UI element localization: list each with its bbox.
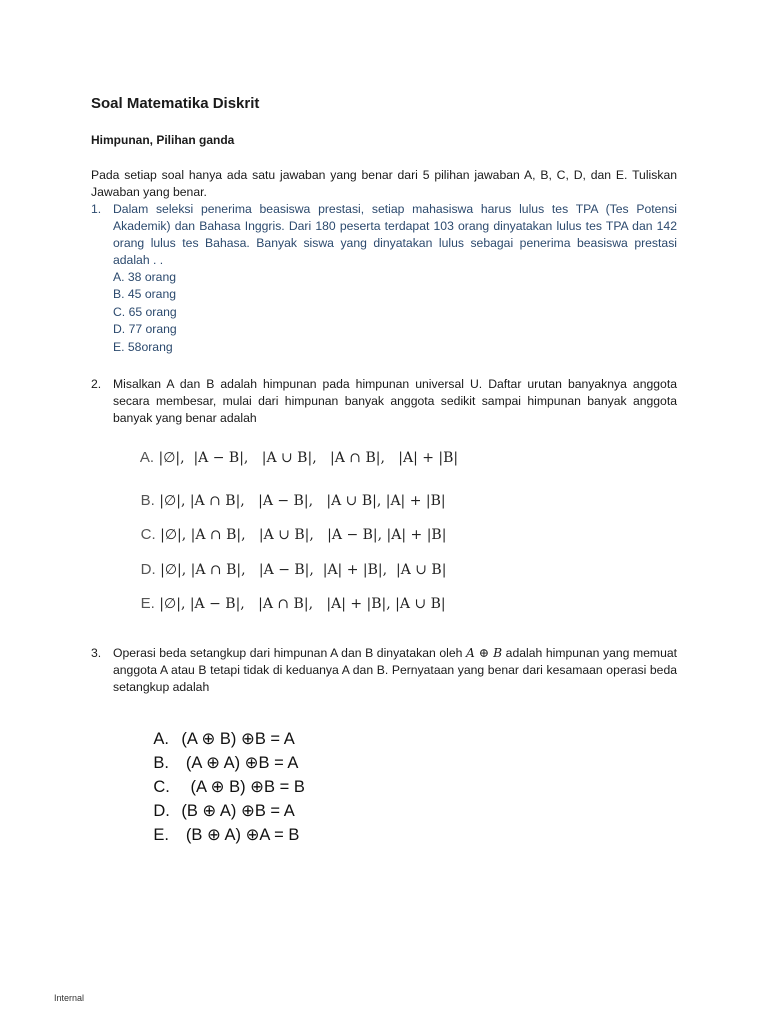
answer-options	[113, 269, 677, 356]
question-text: Misalkan A dan B adalah himpunan pada himpunan universal U. Daftar urutan banyaknya anggota secara membesar, mulai dari himpunan banyak anggota sedikit sampai himpunan banyak anggota banyak yang benar adalah	[113, 377, 677, 425]
instructions-paragraph: Pada setiap soal hanya ada satu jawaban yang benar dari 5 pilihan jawaban A, B, C, D, dan E. Tuliskan Jawaban yang benar.	[91, 168, 677, 199]
question-1	[91, 201, 677, 356]
answer-option-a: A. 38 orang	[113, 270, 177, 284]
question-2	[91, 376, 677, 427]
option-letter: E.	[153, 826, 169, 844]
question-text-start: Operasi beda setangkup dari himpunan A dan B dinyatakan oleh	[113, 646, 466, 660]
answer-option-e	[124, 578, 446, 629]
document-subtitle: Himpunan, Pilihan ganda	[91, 133, 235, 147]
answer-option-e	[135, 806, 299, 864]
option-expression: (A ⊕ B) ⊕B = B	[181, 778, 305, 796]
option-expression: |∅|, |A ∩ B|, |A ∪ B|, |A − B|, |A| + |B|	[155, 527, 447, 543]
option-expression: (A ⊕ B) ⊕B = A	[181, 730, 295, 748]
option-letter: E.	[140, 595, 155, 612]
option-expression: (A ⊕ A) ⊕B = A	[181, 754, 299, 772]
option-expression: |∅|, |A − B|, |A ∩ B|, |A| + |B|, |A ∪ B|	[154, 596, 446, 612]
document-title: Soal Matematika Diskrit	[91, 95, 260, 112]
question-text-end: adalah himpunan yang memuat anggota A atau B tetapi tidak di keduanya A dan B. Pernyataan yang benar dari kesamaan operasi beda setangkup adalah	[113, 646, 678, 694]
option-letter: B.	[153, 754, 169, 772]
option-expression: |∅|, |A ∩ B|, |A − B|, |A ∪ B|, |A| + |B|	[154, 493, 446, 509]
option-letter: D.	[153, 802, 170, 820]
answer-option-e: E. 58orang	[113, 339, 173, 354]
option-expression: (B ⊕ A) ⊕A = B	[181, 826, 300, 844]
question-text: Dalam seleksi penerima beasiswa prestasi, setiap mahasiswa harus lulus tes TPA (Tes Potensi Akademik) dan Bahasa Inggris. Dari 180 peserta terdapat 103 orang dinyatakan lulus tes TPA dan 142 orang lulus tes Bahasa. Banyak siswa yang dinyatakan lulus sebagai penerima beasiswa prestasi adalah . .	[113, 202, 677, 267]
question-3	[91, 645, 677, 696]
option-letter: C.	[140, 526, 156, 543]
option-letter: D.	[140, 561, 156, 578]
answer-option-c: C. 65 orang	[113, 304, 177, 319]
answer-option-b: B. 45 orang	[113, 287, 177, 302]
option-letter: C.	[153, 778, 170, 796]
question-text	[113, 645, 677, 696]
question-number: 3.	[91, 646, 102, 660]
option-letter: A.	[139, 449, 155, 466]
question-expression: A ⊕ B	[465, 646, 503, 660]
option-letter: B.	[140, 492, 155, 509]
answer-option-d: D. 77 orang	[113, 322, 177, 337]
classification-footer: Internal	[54, 993, 85, 1003]
option-letter: A.	[153, 730, 169, 748]
option-expression: |∅|, |A ∩ B|, |A − B|, |A| + |B|, |A ∪ B|	[155, 562, 447, 578]
question-number: 2.	[91, 377, 102, 391]
question-number: 1.	[91, 202, 102, 216]
option-expression: |∅|, |A − B|, |A ∪ B|, |A ∩ B|, |A| + |B|	[154, 450, 459, 466]
option-expression: (B ⊕ A) ⊕B = A	[181, 802, 295, 820]
